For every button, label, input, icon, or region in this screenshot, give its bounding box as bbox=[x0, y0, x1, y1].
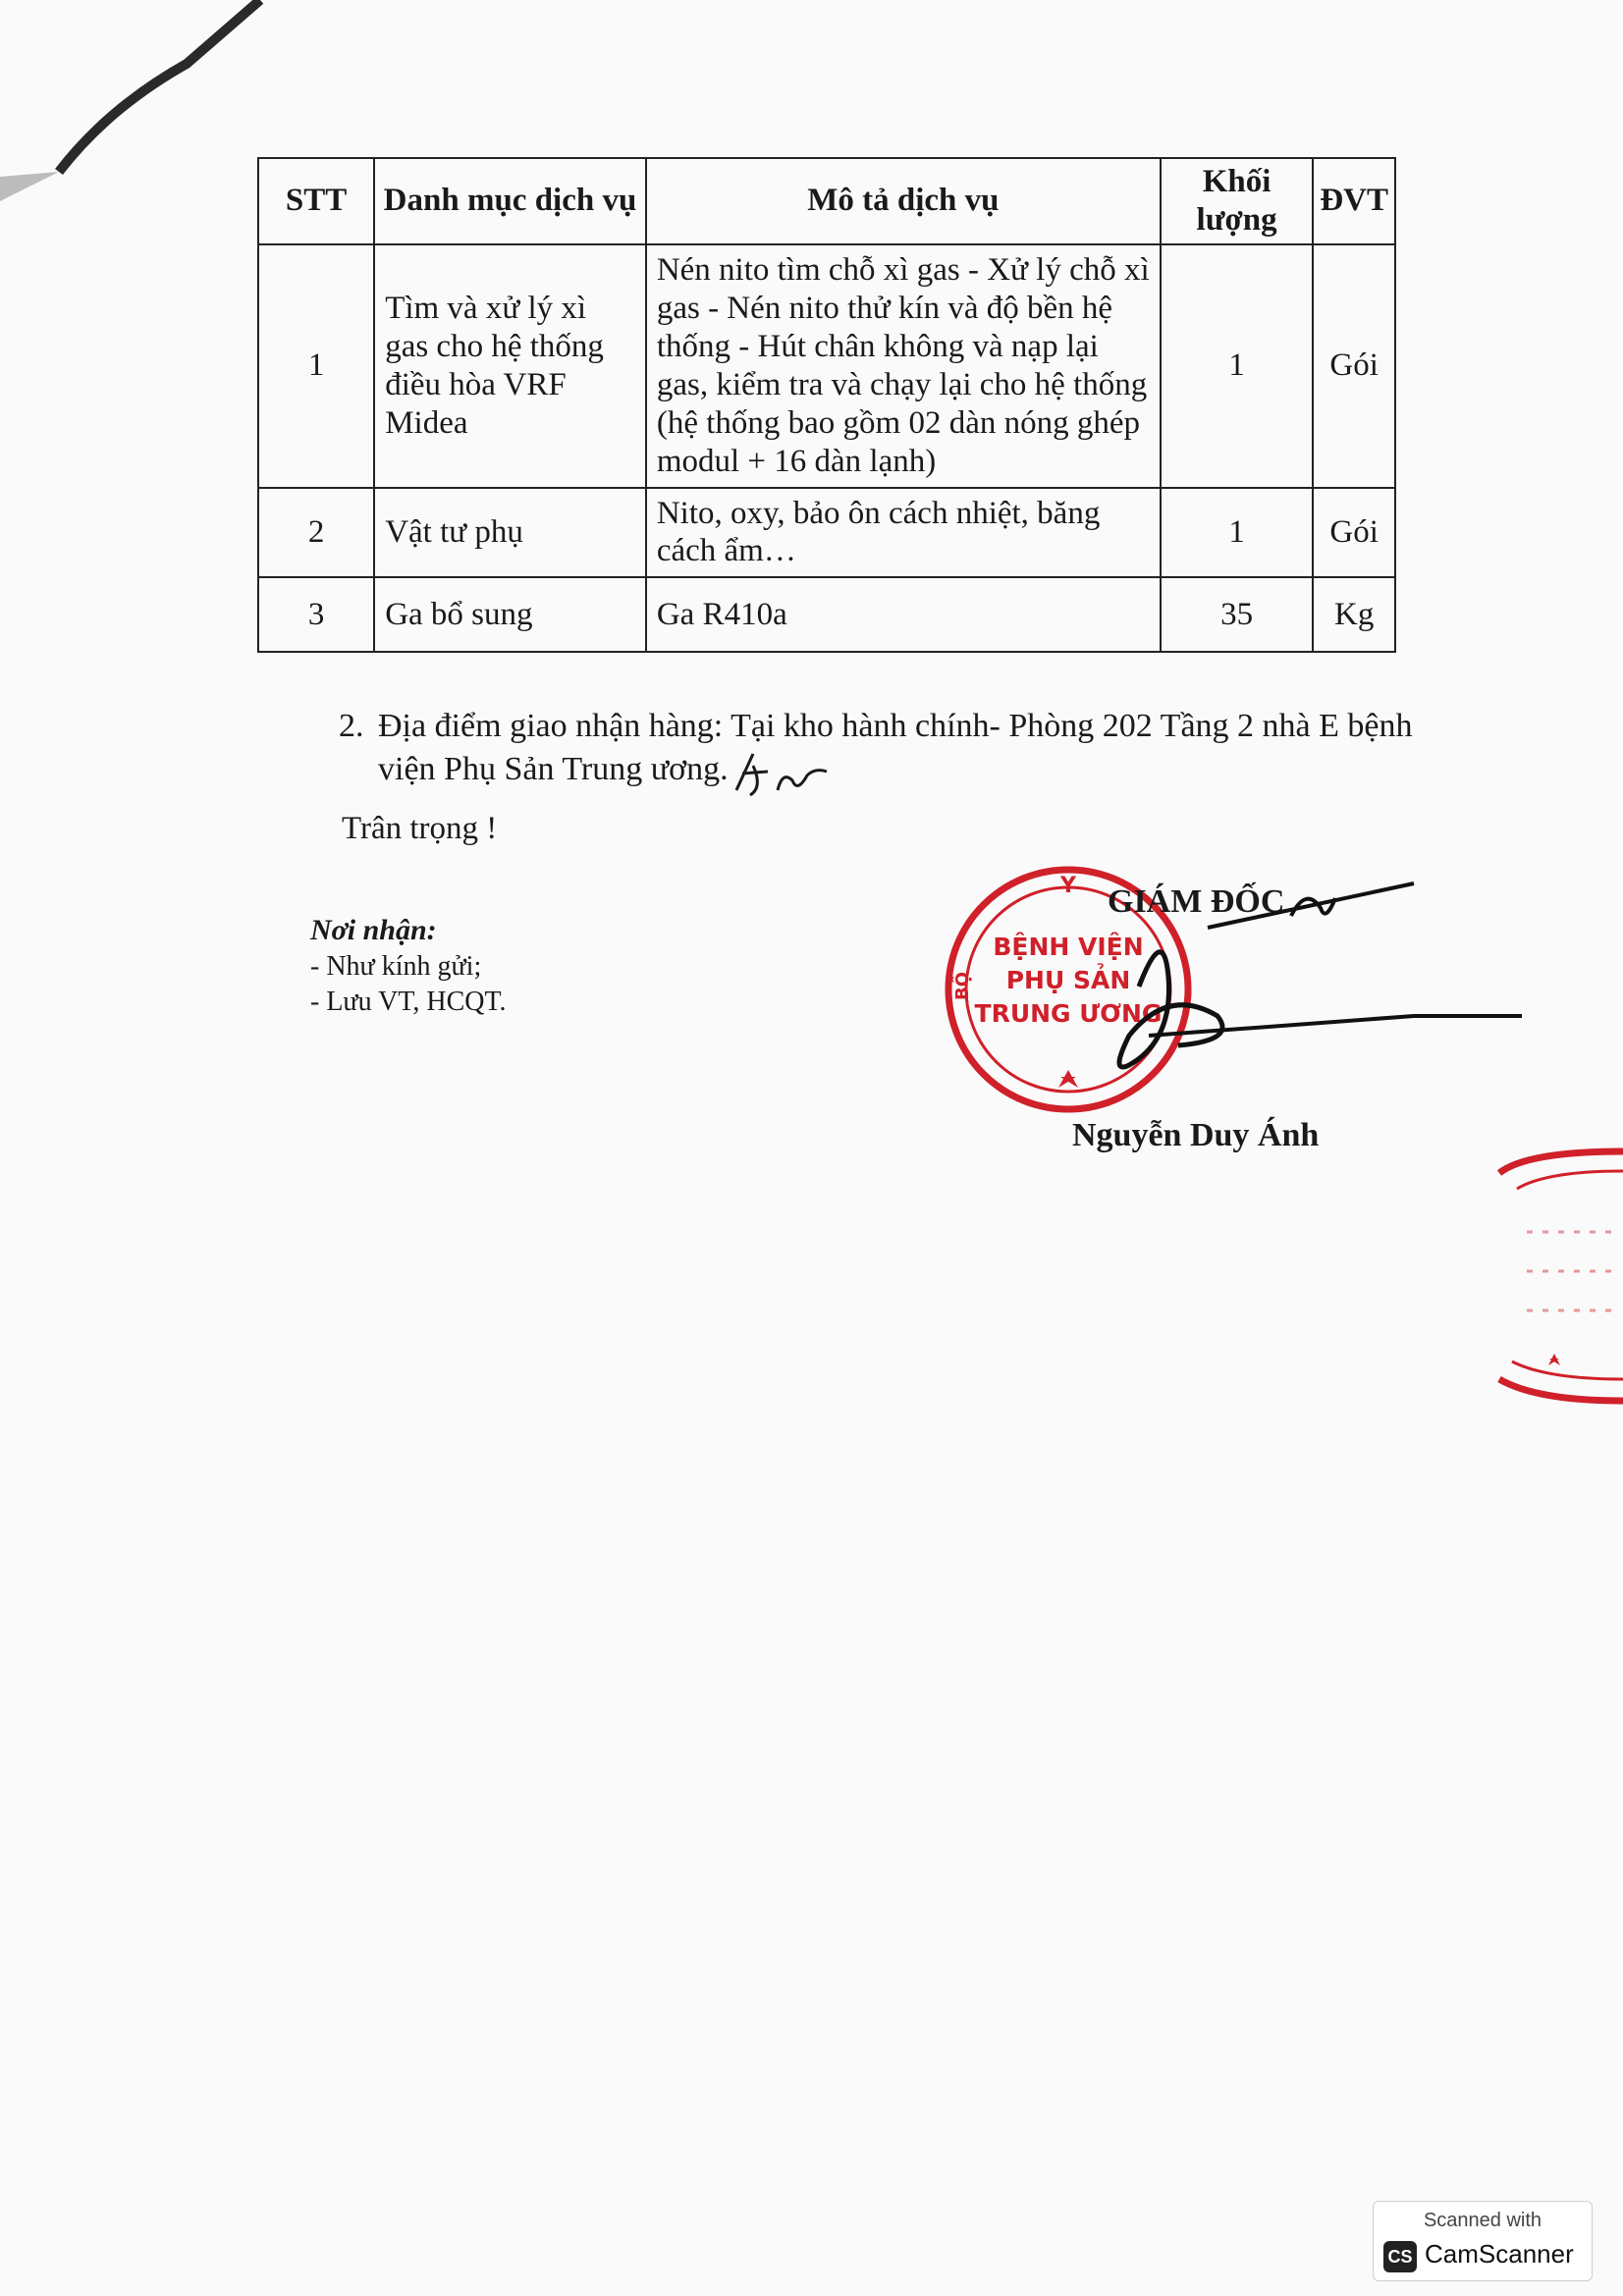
header-stt: STT bbox=[258, 158, 374, 244]
delivery-location-paragraph bbox=[339, 705, 1419, 791]
delivery-text-line-1: Địa điểm giao nhận hàng: Tại kho hành chính- Phòng 202 Tầng 2 nhà E bệnh bbox=[378, 708, 1413, 744]
table-row bbox=[258, 488, 1395, 578]
cell-stt: 1 bbox=[258, 244, 374, 488]
cell-service-description: Nito, oxy, bảo ôn cách nhiệt, băng cách ẩm… bbox=[646, 488, 1161, 578]
cell-service-name: Vật tư phụ bbox=[374, 488, 646, 578]
handwritten-signature bbox=[1090, 869, 1532, 1085]
cell-quantity: 1 bbox=[1161, 244, 1313, 488]
signatory-name: Nguyễn Duy Ánh bbox=[1072, 1117, 1320, 1153]
cell-stt: 3 bbox=[258, 577, 374, 652]
watermark-brand: CamScanner bbox=[1425, 2239, 1574, 2269]
header-service-name: Danh mục dịch vụ bbox=[374, 158, 646, 244]
cell-stt: 2 bbox=[258, 488, 374, 578]
handwritten-initials bbox=[729, 746, 837, 805]
services-table bbox=[257, 157, 1396, 653]
stamp-line-2: PHỤ SẢN bbox=[1005, 966, 1131, 994]
recipients-title: Nơi nhận: bbox=[310, 914, 437, 946]
cell-service-description: Nén nito tìm chỗ xì gas - Xử lý chỗ xì gas - Nén nito thử kín và độ bền hệ thống - Hút chân không và nạp lại gas, kiểm tra và chạy lại cho hệ thống (hệ thống bao gồm 02 dàn nóng ghép modul + 16 dàn lạnh) bbox=[646, 244, 1161, 488]
table-row bbox=[258, 577, 1395, 652]
watermark-caption: Scanned with bbox=[1423, 2210, 1542, 2231]
cell-unit: Kg bbox=[1313, 577, 1395, 652]
cell-quantity: 35 bbox=[1161, 577, 1313, 652]
cell-unit: Gói bbox=[1313, 244, 1395, 488]
cell-quantity: 1 bbox=[1161, 488, 1313, 578]
partial-seal-stamp bbox=[1497, 1144, 1623, 1409]
signature-title: GIÁM ĐỐC bbox=[1108, 883, 1285, 920]
cell-unit: Gói bbox=[1313, 488, 1395, 578]
stamp-side-text: BỘ bbox=[952, 971, 974, 1001]
cell-service-name: Tìm và xử lý xì gas cho hệ thống điều hòa VRF Midea bbox=[374, 244, 646, 488]
header-service-description: Mô tả dịch vụ bbox=[646, 158, 1161, 244]
delivery-line-1 bbox=[339, 705, 1419, 748]
camscanner-watermark bbox=[1373, 2201, 1593, 2281]
header-quantity: Khối lượng bbox=[1161, 158, 1313, 244]
delivery-text-line-2: viện Phụ Sản Trung ương. bbox=[378, 751, 729, 788]
header-unit: ĐVT bbox=[1313, 158, 1395, 244]
stamp-line-1: BỆNH VIỆN bbox=[993, 933, 1144, 961]
stamp-top-mark: Y bbox=[1060, 874, 1076, 898]
recipient-item: - Như kính gửi; bbox=[310, 951, 482, 982]
recipient-item: - Lưu VT, HCQT. bbox=[310, 987, 507, 1018]
closing-salutation: Trân trọng ! bbox=[342, 811, 498, 846]
recipients-block bbox=[310, 911, 507, 1021]
page-corner-fold bbox=[0, 0, 295, 216]
delivery-item-number: 2. bbox=[339, 708, 364, 744]
stamp-line-3: TRUNG ƯƠNG bbox=[974, 999, 1163, 1028]
table-row bbox=[258, 244, 1395, 488]
cell-service-description: Ga R410a bbox=[646, 577, 1161, 652]
table-header-row bbox=[258, 158, 1395, 244]
camscanner-logo-icon: CS bbox=[1383, 2241, 1417, 2272]
cell-service-name: Ga bổ sung bbox=[374, 577, 646, 652]
